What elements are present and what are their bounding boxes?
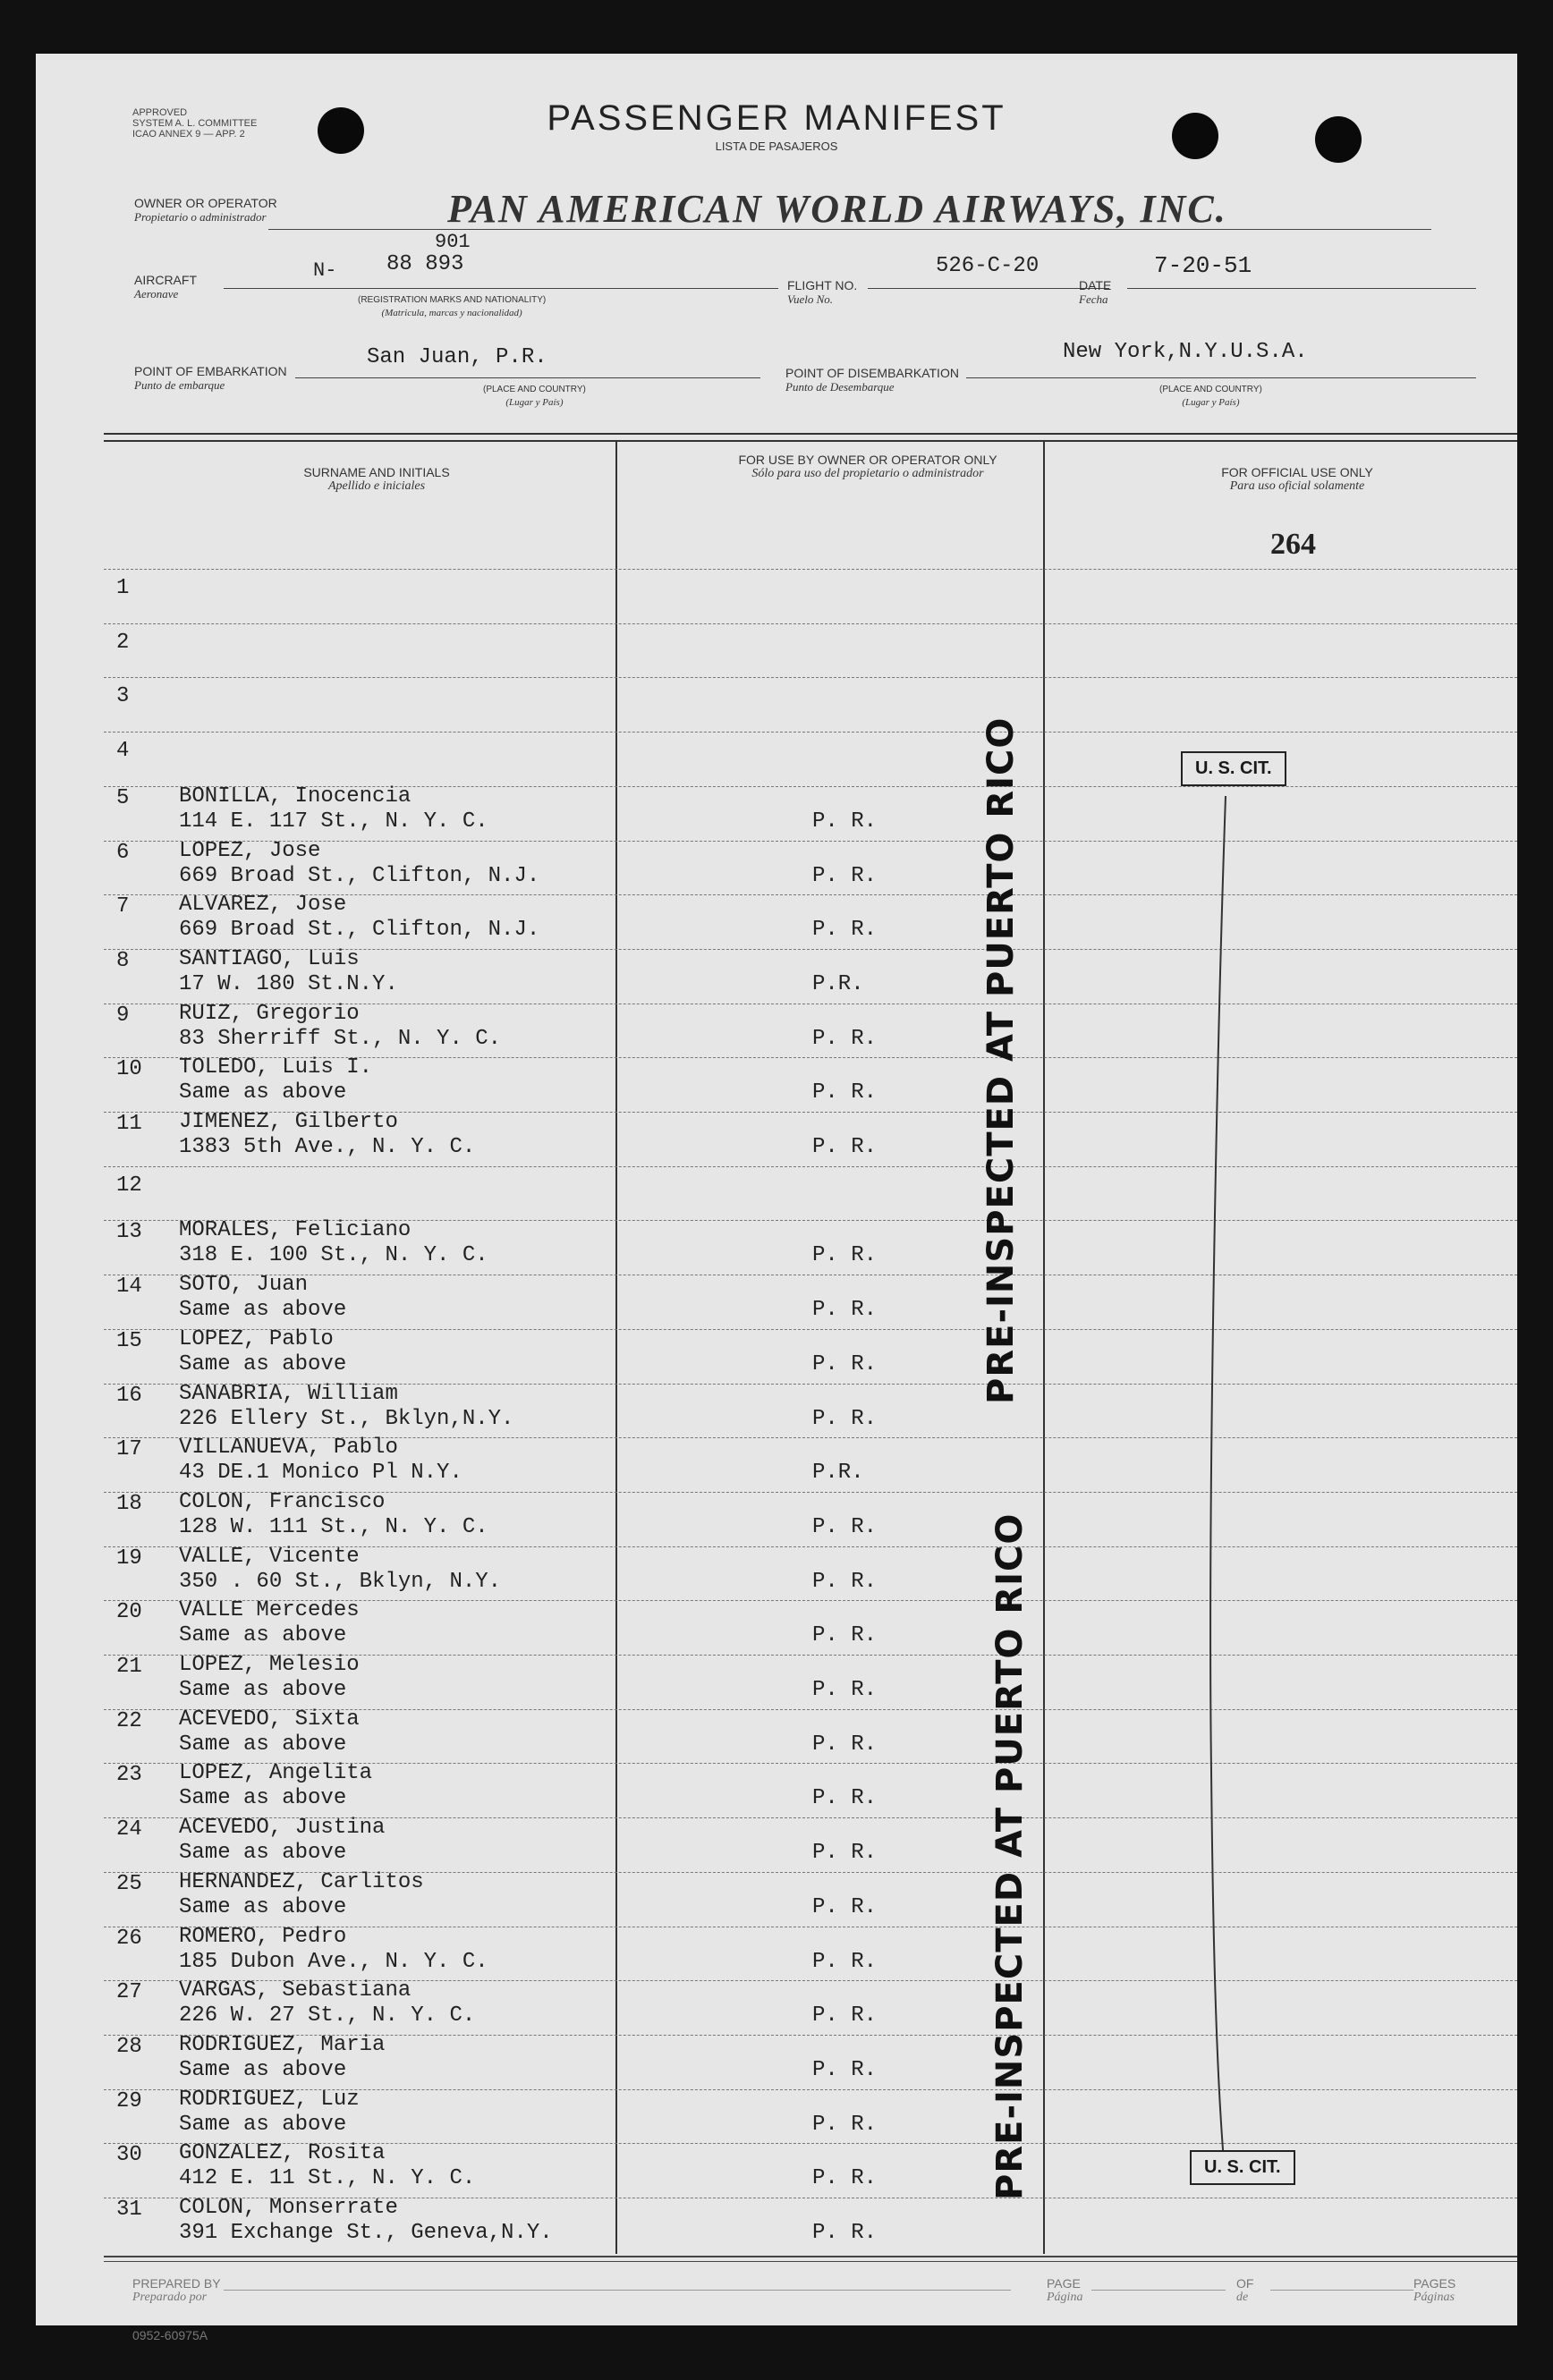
page-title: PASSENGER MANIFEST xyxy=(547,98,1006,138)
passenger-name: ACEVEDO, Sixta xyxy=(179,1707,360,1732)
owner-value: PAN AMERICAN WORLD AIRWAYS, INC. xyxy=(447,187,1227,231)
page-label: PAGE Página xyxy=(1047,2276,1083,2304)
col-surname-header: SURNAME AND INITIALS Apellido e iniciales xyxy=(303,465,450,493)
passenger-address: 1383 5th Ave., N. Y. C. xyxy=(179,1135,476,1159)
uscit-bracket-line xyxy=(1190,787,1261,2218)
row-number: 17 xyxy=(116,1437,142,1462)
of-label: OF de xyxy=(1236,2276,1254,2304)
row-number: 9 xyxy=(116,1003,130,1028)
passenger-address: 17 W. 180 St.N.Y. xyxy=(179,971,398,996)
operator-note: P. R. xyxy=(812,1514,878,1539)
col-official-header: FOR OFFICIAL USE ONLY Para uso oficial solamente xyxy=(1221,465,1373,493)
passenger-address: Same as above xyxy=(179,1623,347,1648)
passenger-address: Same as above xyxy=(179,1298,347,1323)
row-number: 14 xyxy=(116,1275,142,1300)
form-ref: APPROVED SYSTEM A. L. COMMITTEE ICAO ANNEX 9 — APP. 2 xyxy=(132,107,258,140)
preinspected-stamp-2: PRE-INSPECTED AT PUERTO RICO xyxy=(989,1512,1031,2200)
passenger-address: Same as above xyxy=(179,2057,347,2082)
row-number: 3 xyxy=(116,684,130,709)
passenger-address: Same as above xyxy=(179,1786,347,1811)
uscit-stamp-bottom: U. S. CIT. xyxy=(1190,2150,1295,2185)
row-number: 15 xyxy=(116,1328,142,1353)
row-number: 18 xyxy=(116,1491,142,1516)
passenger-name: VALLE Mercedes xyxy=(179,1598,360,1623)
passenger-name: JIMENEZ, Gilberto xyxy=(179,1110,398,1134)
passenger-address: 669 Broad St., Clifton, N.J. xyxy=(179,863,540,888)
manifest-page xyxy=(36,54,1517,2342)
operator-note: P. R. xyxy=(812,1026,878,1051)
row-number: 31 xyxy=(116,2198,142,2222)
passenger-address: 83 Sherriff St., N. Y. C. xyxy=(179,1026,502,1051)
passenger-name: COLON, Francisco xyxy=(179,1489,386,1514)
passenger-address: Same as above xyxy=(179,1678,347,1702)
row-number: 22 xyxy=(116,1708,142,1733)
passenger-name: LOPEZ, Pablo xyxy=(179,1326,334,1351)
passenger-name: TOLEDO, Luis I. xyxy=(179,1055,373,1080)
operator-note: P. R. xyxy=(812,1406,878,1431)
passenger-address: 318 E. 100 St., N. Y. C. xyxy=(179,1243,488,1268)
uscit-stamp-top: U. S. CIT. xyxy=(1181,751,1286,786)
row-number: 12 xyxy=(116,1173,142,1198)
passenger-name: RODRIGUEZ, Luz xyxy=(179,2087,360,2112)
operator-note: P. R. xyxy=(812,863,878,888)
embark-value: San Juan, P.R. xyxy=(367,345,547,369)
prepared-by-label: PREPARED BY Preparado por xyxy=(132,2276,221,2304)
passenger-name: VALLE, Vicente xyxy=(179,1544,360,1569)
aircraft-prefix: N- xyxy=(313,259,337,282)
disembark-value: New York,N.Y.U.S.A. xyxy=(1063,340,1308,364)
passenger-address: Same as above xyxy=(179,1841,347,1866)
page-subtitle: LISTA DE PASAJEROS xyxy=(715,140,838,153)
passenger-name: MORALES, Feliciano xyxy=(179,1218,412,1243)
operator-note: P. R. xyxy=(812,1298,878,1323)
passenger-name: SANABRIA, William xyxy=(179,1381,398,1406)
disembark-place-label: (PLACE AND COUNTRY) (Lugar y País) xyxy=(1159,385,1262,408)
operator-note: P. R. xyxy=(812,1243,878,1268)
passenger-address: Same as above xyxy=(179,1732,347,1757)
passenger-address: Same as above xyxy=(179,1894,347,1919)
row-number: 28 xyxy=(116,2034,142,2059)
operator-note: P. R. xyxy=(812,1351,878,1376)
row-number: 2 xyxy=(116,630,130,655)
operator-note: P. R. xyxy=(812,2166,878,2191)
passenger-name: LOPEZ, Jose xyxy=(179,838,321,863)
owner-label: OWNER OR OPERATOR Propietario o administrador xyxy=(134,196,277,224)
passenger-address: 669 Broad St., Clifton, N.J. xyxy=(179,918,540,943)
aircraft-correction: 901 xyxy=(435,231,471,253)
passenger-name: ACEVEDO, Justina xyxy=(179,1816,386,1841)
passenger-address: 350 . 60 St., Bklyn, N.Y. xyxy=(179,1569,502,1594)
row-number: 27 xyxy=(116,1980,142,2005)
preinspected-stamp-1: PRE-INSPECTED AT PUERTO RICO xyxy=(980,716,1022,1404)
passenger-name: ROMERO, Pedro xyxy=(179,1924,347,1949)
passenger-name: BONILLA, Inocencia xyxy=(179,783,412,809)
operator-note: P. R. xyxy=(812,1786,878,1811)
date-label: DATE Fecha xyxy=(1079,278,1112,306)
passenger-name: LOPEZ, Melesio xyxy=(179,1653,360,1677)
passenger-address: 185 Dubon Ave., N. Y. C. xyxy=(179,1949,488,1974)
aircraft-label: AIRCRAFT Aeronave xyxy=(134,273,197,301)
row-number: 24 xyxy=(116,1817,142,1842)
passenger-address: 114 E. 117 St., N. Y. C. xyxy=(179,809,488,834)
disembark-label: POINT OF DISEMBARKATION Punto de Desembarque xyxy=(785,366,959,394)
col-operator-header: FOR USE BY OWNER OR OPERATOR ONLY Sólo para uso del propietario o administrador xyxy=(738,453,997,480)
row-divider xyxy=(104,569,1517,570)
row-number: 8 xyxy=(116,948,130,973)
operator-note: P.R. xyxy=(812,1461,864,1486)
passenger-name: VARGAS, Sebastiana xyxy=(179,1978,412,2003)
row-divider xyxy=(104,732,1517,733)
passenger-name: COLON, Monserrate xyxy=(179,2196,398,2220)
operator-note: P. R. xyxy=(812,1135,878,1159)
operator-note: P. R. xyxy=(812,2003,878,2029)
passenger-address: 226 W. 27 St., N. Y. C. xyxy=(179,2003,476,2029)
operator-note: P. R. xyxy=(812,1732,878,1757)
pages-label: PAGES Páginas xyxy=(1413,2276,1456,2304)
passenger-name: GONZALEZ, Rosita xyxy=(179,2141,386,2166)
row-number: 10 xyxy=(116,1057,142,1082)
row-number: 5 xyxy=(116,785,130,810)
row-number: 29 xyxy=(116,2088,142,2113)
operator-note: P. R. xyxy=(812,1841,878,1866)
form-number: 0952-60975A xyxy=(132,2328,208,2342)
passenger-address: Same as above xyxy=(179,2112,347,2137)
date-value: 7-20-51 xyxy=(1154,252,1252,279)
official-number: 264 xyxy=(1270,528,1316,561)
row-number: 25 xyxy=(116,1871,142,1896)
row-divider xyxy=(104,1166,1517,1167)
embark-place-label: (PLACE AND COUNTRY) (Lugar y País) xyxy=(483,385,586,408)
operator-note: P. R. xyxy=(812,2057,878,2082)
row-number: 6 xyxy=(116,840,130,865)
passenger-address: 43 DE.1 Monico Pl N.Y. xyxy=(179,1461,463,1486)
passenger-name: HERNANDEZ, Carlitos xyxy=(179,1869,424,1894)
row-number: 11 xyxy=(116,1112,142,1136)
row-number: 19 xyxy=(116,1546,142,1571)
flight-value: 526-C-20 xyxy=(936,254,1040,278)
passenger-name: SOTO, Juan xyxy=(179,1273,309,1298)
passenger-address: 128 W. 111 St., N. Y. C. xyxy=(179,1514,488,1539)
passenger-name: RODRIGUEZ, Maria xyxy=(179,2032,386,2057)
flight-label: FLIGHT NO. Vuelo No. xyxy=(787,278,858,306)
row-number: 23 xyxy=(116,1763,142,1788)
operator-note: P. R. xyxy=(812,1894,878,1919)
operator-note: P.R. xyxy=(812,971,864,996)
passenger-address: 412 E. 11 St., N. Y. C. xyxy=(179,2166,476,2191)
registration-label: (REGISTRATION MARKS AND NATIONALITY) (Matricula, marcas y nacionalidad) xyxy=(358,295,547,318)
operator-note: P. R. xyxy=(812,809,878,834)
operator-note: P. R. xyxy=(812,1080,878,1105)
row-number: 16 xyxy=(116,1383,142,1408)
row-number: 20 xyxy=(116,1600,142,1625)
row-number: 1 xyxy=(116,576,130,600)
passenger-address: Same as above xyxy=(179,1080,347,1105)
passenger-address: Same as above xyxy=(179,1351,347,1376)
operator-note: P. R. xyxy=(812,1678,878,1702)
row-number: 30 xyxy=(116,2143,142,2168)
operator-note: P. R. xyxy=(812,2112,878,2137)
operator-note: P. R. xyxy=(812,918,878,943)
passenger-name: VILLANUEVA, Pablo xyxy=(179,1436,398,1461)
row-number: 4 xyxy=(116,739,130,764)
operator-note: P. R. xyxy=(812,1949,878,1974)
operator-note: P. R. xyxy=(812,1623,878,1648)
passenger-address: 226 Ellery St., Bklyn,N.Y. xyxy=(179,1406,514,1431)
aircraft-value: 88 893 xyxy=(386,252,464,276)
passenger-name: SANTIAGO, Luis xyxy=(179,946,360,971)
row-divider xyxy=(104,677,1517,678)
row-number: 21 xyxy=(116,1655,142,1679)
row-number: 7 xyxy=(116,894,130,919)
embark-label: POINT OF EMBARKATION Punto de embarque xyxy=(134,364,287,392)
row-divider xyxy=(104,623,1517,624)
operator-note: P. R. xyxy=(812,2221,878,2245)
row-number: 26 xyxy=(116,1926,142,1951)
passenger-name: RUIZ, Gregorio xyxy=(179,1001,360,1026)
row-number: 13 xyxy=(116,1220,142,1245)
passenger-address: 391 Exchange St., Geneva,N.Y. xyxy=(179,2221,553,2245)
passenger-name: LOPEZ, Angelita xyxy=(179,1761,373,1786)
passenger-name: ALVAREZ, Jose xyxy=(179,893,347,918)
operator-note: P. R. xyxy=(812,1569,878,1594)
